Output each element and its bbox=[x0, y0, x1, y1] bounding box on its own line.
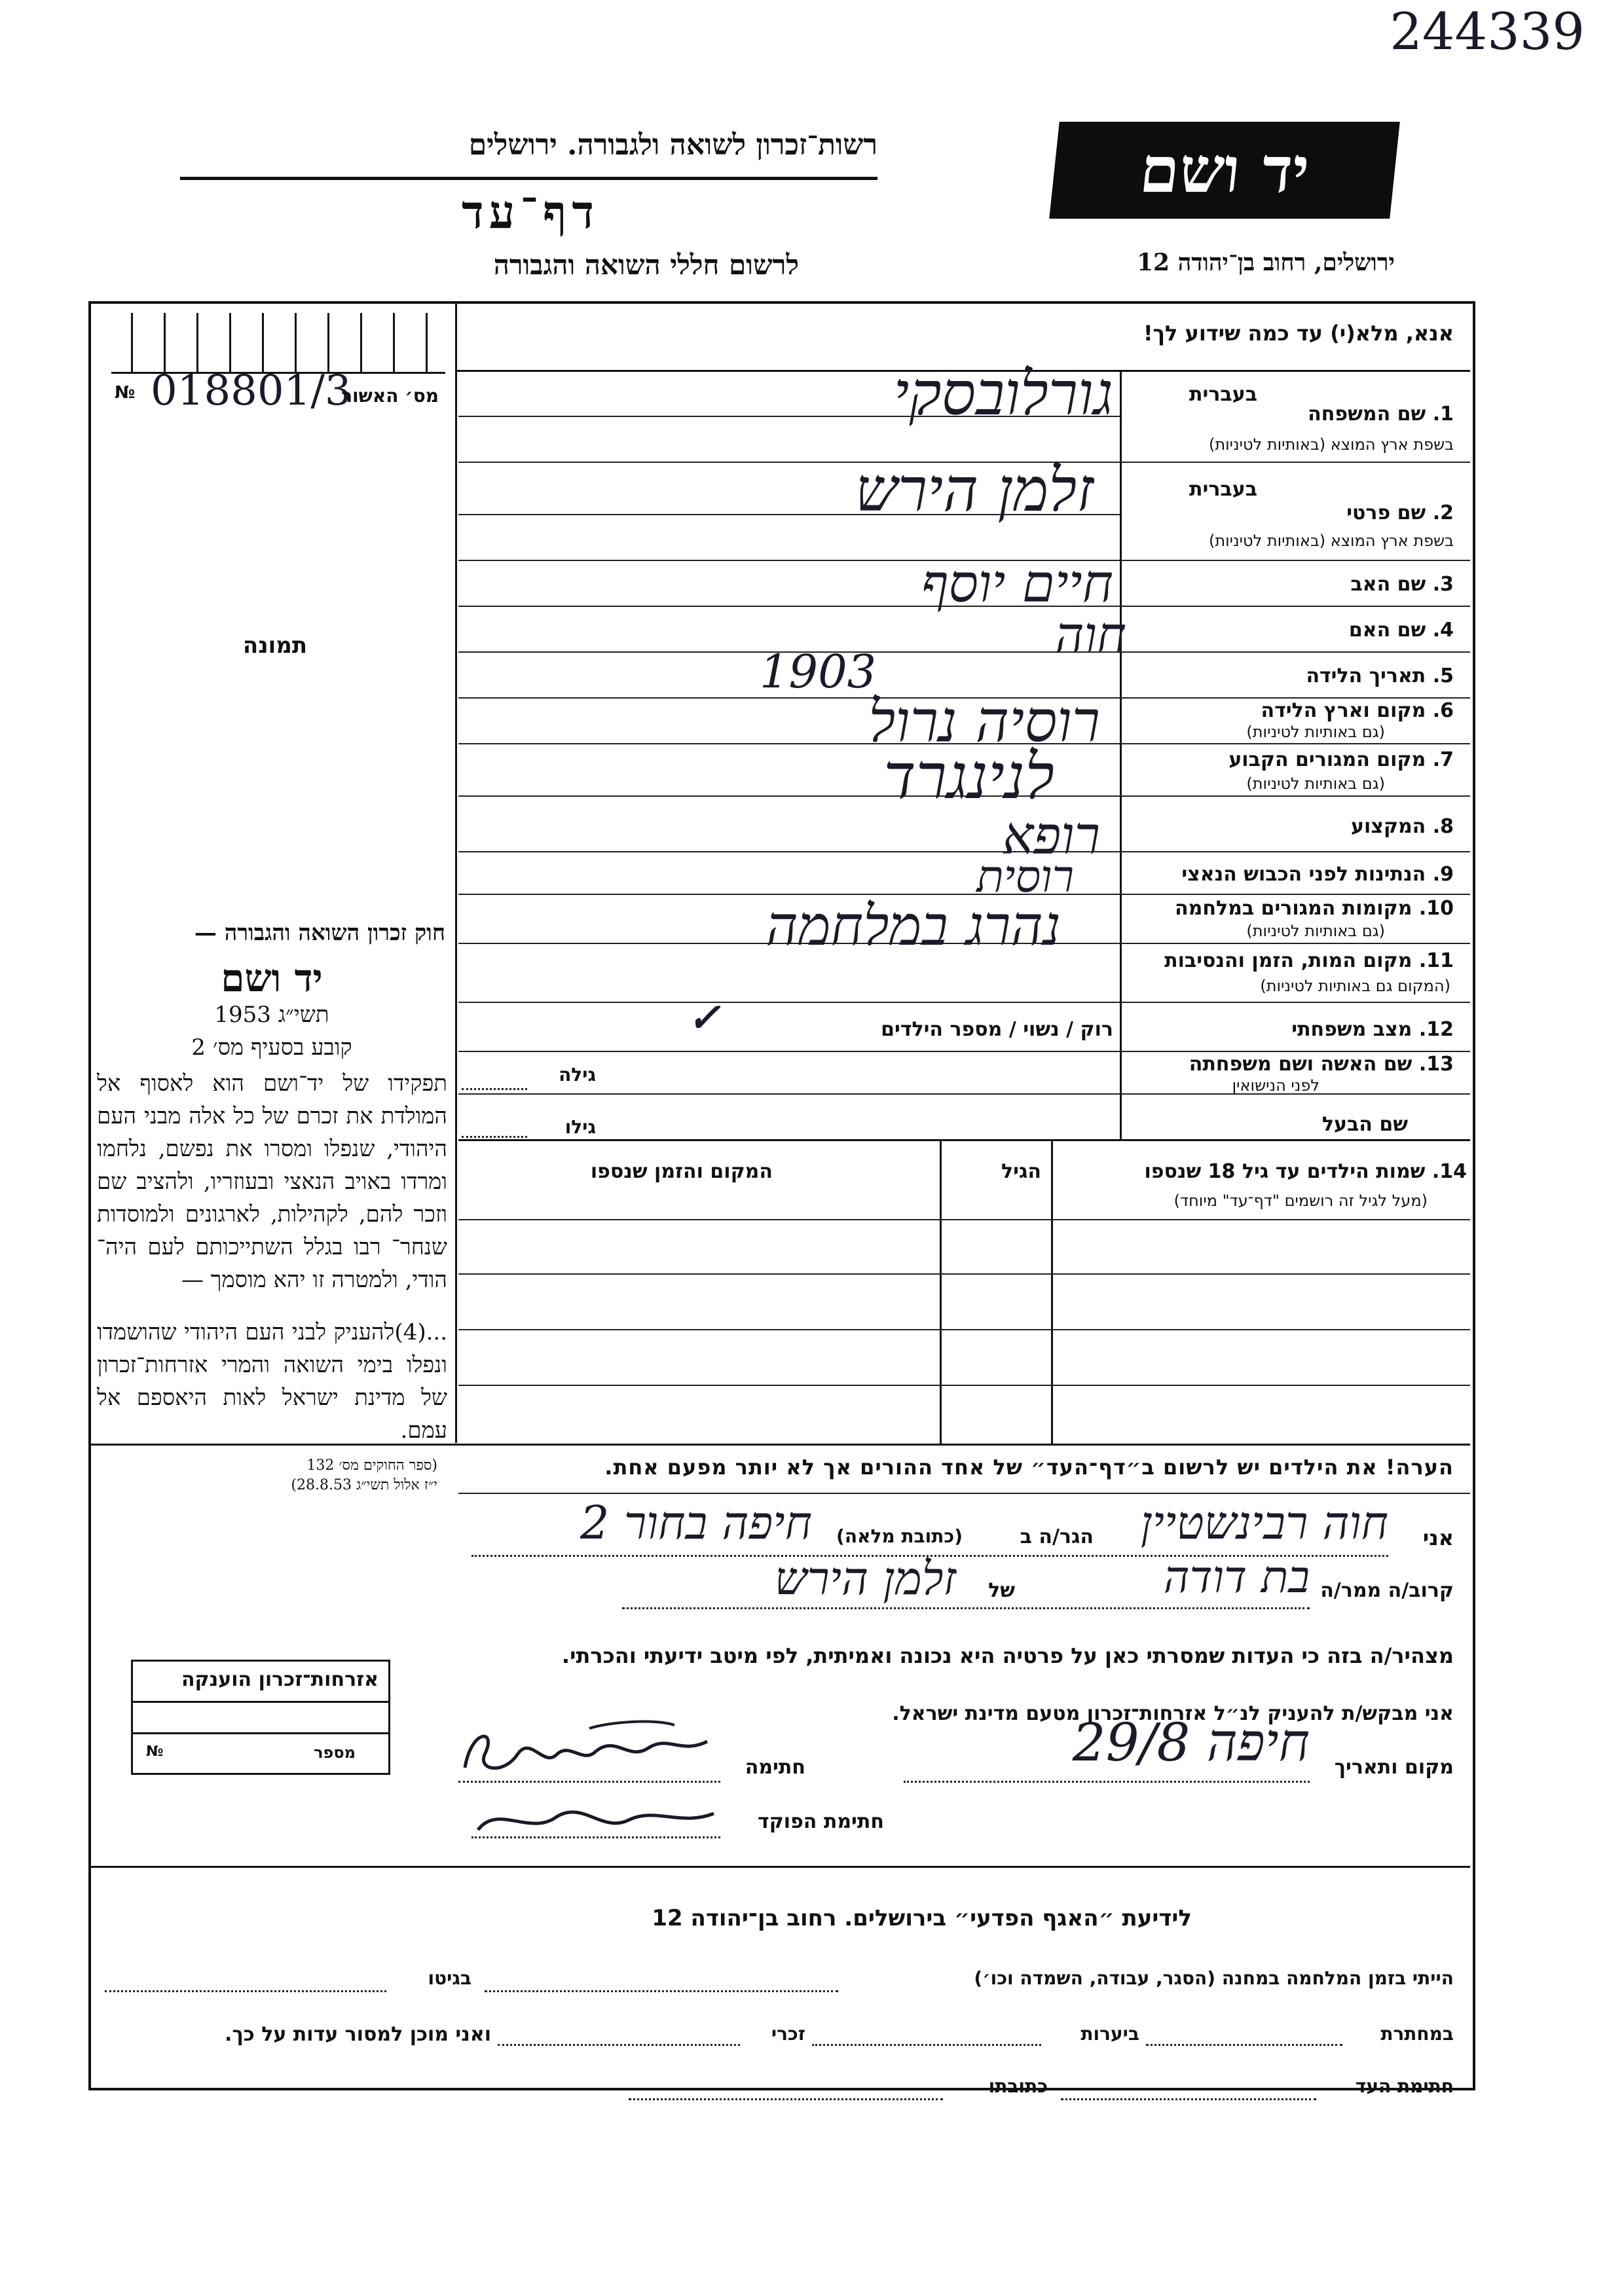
father-label: 3. שם האב bbox=[1350, 573, 1454, 596]
father-value: חיים יוסף bbox=[921, 553, 1113, 614]
form-subtitle: לרשום חללי השואה והגבורה bbox=[493, 249, 799, 281]
ghetto-label: בגיטו bbox=[428, 1967, 471, 1989]
nationality-value: רוסית bbox=[976, 851, 1074, 903]
law-text-2: ...(4)להעניק לבני העם היהודי שהושמדו ונפלו בימי השואה והמרי אזרחות־זכרון של מדינת ישראל לאות היאספם אל עמם. bbox=[97, 1319, 447, 1444]
law-section: קובע בסעיף מס׳ 2 bbox=[191, 1034, 352, 1061]
ready-label: ואני מוכן למסור עדות על כך. bbox=[225, 2023, 491, 2046]
approval-no-sign: № bbox=[115, 383, 136, 403]
birth-place-label: 6. מקום וארץ הלידה bbox=[1261, 699, 1454, 722]
relation-value: בת דודה bbox=[1163, 1552, 1310, 1603]
before-marriage-label: לפני הנישואין bbox=[1232, 1076, 1320, 1095]
note: הערה! את הילדים יש לרשום ב״דף־העד״ של אחד ההורים אך לא יותר מפעם אחת. bbox=[604, 1455, 1454, 1480]
underground-label: במחתרת bbox=[1380, 2023, 1454, 2045]
first-name-label: 2. שם פרטי bbox=[1346, 501, 1454, 524]
marital-label: 12. מצב משפחתי bbox=[1291, 1018, 1454, 1041]
spouse-wife-label: 13. שם האשה ושם משפחתה bbox=[1189, 1053, 1454, 1076]
residence-value: לנינגרד bbox=[883, 740, 1054, 813]
residence-latin-label: (גם באותיות לטיניות) bbox=[1246, 774, 1385, 793]
archive-number: 244339 bbox=[1390, 3, 1585, 62]
citizenship-title: אזרחות־זכרון הוענקה bbox=[181, 1668, 378, 1691]
request-text: אני מבקש/ת להעניק לנ״ל אזרחות־זכרון מטעם מדינת ישראל. bbox=[892, 1702, 1454, 1725]
birth-date-label: 5. תאריך הלידה bbox=[1306, 665, 1454, 687]
death-latin-label: (המקום גם באותיות לטיניות) bbox=[1260, 977, 1450, 995]
marital-options: רוק / נשוי / מספר הילדים bbox=[881, 1018, 1113, 1041]
war-residence-label: 10. מקומות המגורים במלחמה bbox=[1175, 897, 1454, 920]
label-column-divider bbox=[1120, 370, 1122, 1139]
approval-digit-boxes bbox=[111, 313, 445, 374]
declaration-text: מצהיר/ה בזה כי העדות שמסרתי כאן על פרטיה היא נכונה ואמיתית, לפי מיטב ידיעתי והכרתי. bbox=[561, 1643, 1454, 1668]
clerk-signature-label: חתימת הפוקד bbox=[758, 1810, 884, 1833]
death-label: 11. מקום המות, הזמן והנסיבות bbox=[1164, 949, 1454, 972]
forests-label: ביערות bbox=[1080, 2023, 1139, 2045]
first-name-value: זלמן הירש bbox=[855, 455, 1094, 525]
instructions: אנא, מלא(י) עד כמה שידוע לך! bbox=[1143, 321, 1454, 346]
profession-value: רופא bbox=[1002, 805, 1100, 866]
declarant-signature bbox=[458, 1715, 720, 1787]
approval-label: מס׳ האשור bbox=[341, 385, 439, 407]
mother-label: 4. שם האם bbox=[1348, 619, 1454, 642]
nationality-label: 9. הנתינות לפני הכבוש הנאצי bbox=[1181, 863, 1454, 886]
death-value: נהרג במלחמה bbox=[766, 894, 1061, 958]
relative-label: קרוב/ה ממר/ה bbox=[1320, 1579, 1454, 1602]
witness-signature-label: חתימת העד bbox=[1355, 2075, 1454, 2097]
signature-label: חתימה bbox=[745, 1756, 805, 1779]
birth-place-value: רוסיה נרול bbox=[868, 687, 1100, 755]
left-column-divider bbox=[455, 304, 457, 1443]
family-name-origin-label: בשפת ארץ המוצא (באותיות לטיניות) bbox=[1209, 435, 1454, 454]
law-ref-2: י״ז אלול תשי״ג 28.8.53) bbox=[291, 1477, 437, 1493]
relative-name-value: זלמן הירש bbox=[774, 1552, 956, 1605]
family-name-label: 1. שם המשפחה bbox=[1308, 403, 1454, 426]
of-label: של bbox=[988, 1579, 1015, 1602]
remember-label: זכרי bbox=[771, 2023, 805, 2045]
declarant-i-label: אני bbox=[1422, 1525, 1454, 1550]
yad-vashem-logo: יד ושם bbox=[1049, 122, 1400, 219]
husband-age-label: גילו bbox=[564, 1116, 596, 1138]
place-date-value: חיפה 29/8 bbox=[1072, 1712, 1310, 1773]
form-title: דף־עד bbox=[461, 185, 599, 239]
law-ref-1: (ספר החוקים מס׳ 132 bbox=[306, 1457, 437, 1474]
family-name-value: גורלובסקי bbox=[893, 359, 1113, 429]
husband-label: שם הבעל bbox=[1321, 1113, 1408, 1136]
law-text: תפקידו של יד־ושם הוא לאסוף אל המולדת את זכרם של כל אלה מבני העם היהודי, שנפלו ומסרו את נפשם, נלחמו ומרדו באויב הנאצי ובעוזריו, ולהציב שם וזכר להם, לקהילות, לארגונים ולמוסדות שנחר־ רבו בגלל השתייכותם לעם היה־ הודי, ולמטרה זו יהא מוסמך — bbox=[97, 1070, 447, 1293]
family-name-hebrew-label: בעברית bbox=[1189, 383, 1257, 406]
approval-number: 018801/3 bbox=[151, 367, 352, 415]
first-name-origin-label: בשפת ארץ המוצא (באותיות לטיניות) bbox=[1209, 532, 1454, 550]
age-column-header: הגיל bbox=[1001, 1160, 1041, 1183]
profession-label: 8. המקצוע bbox=[1351, 815, 1454, 838]
law-org: יד ושם bbox=[221, 956, 323, 1000]
address-header: ירושלים, רחוב בן־יהודה 12 bbox=[1136, 249, 1395, 276]
law-year: תשי״ג 1953 bbox=[214, 1002, 329, 1028]
declarant-address: חיפה בחור 2 bbox=[580, 1496, 812, 1550]
mother-value: חוה bbox=[1055, 606, 1126, 664]
authority-underline bbox=[180, 177, 877, 180]
law-title: חוק זכרון השואה והגבורה — bbox=[194, 920, 445, 946]
war-residence-latin-label: (גם באותיות לטיניות) bbox=[1246, 922, 1385, 940]
residence-label: 7. מקום המגורים הקבוע bbox=[1228, 748, 1454, 771]
birth-date-value: 1903 bbox=[760, 645, 877, 699]
authority-title: רשות־זכרון לשואה ולגבורה. ירושלים bbox=[468, 128, 877, 162]
bottom-title: לידיעת ״האגף הפדעי״ בירושלים. רחוב בן־יהודה 12 bbox=[652, 1905, 1192, 1931]
children-label: 14. שמות הילדים עד גיל 18 שנספו bbox=[1144, 1160, 1467, 1183]
photo-label: תמונה bbox=[242, 632, 308, 659]
birth-place-latin-label: (גם באותיות לטיניות) bbox=[1246, 723, 1385, 741]
witness-address-label: כתובתו bbox=[988, 2075, 1048, 2097]
place-date-label: מקום ותאריך bbox=[1334, 1756, 1454, 1779]
first-name-hebrew-label: בעברית bbox=[1189, 478, 1257, 501]
resides-label: הגר/ה ב bbox=[1020, 1525, 1094, 1548]
declarant-name: חוה רבינשטיין bbox=[1140, 1496, 1388, 1550]
bottom-line1: הייתי בזמן המלחמה במחנה (הסגר, עבודה, השמדה וכו׳) bbox=[974, 1967, 1454, 1989]
place-time-column-header: המקום והזמן שנספו bbox=[590, 1160, 773, 1183]
marital-mark: ✓ bbox=[688, 995, 721, 1041]
wife-age-label: גילה bbox=[559, 1064, 596, 1085]
citizenship-box: אזרחות־זכרון הוענקה מספר № bbox=[131, 1660, 390, 1775]
children-note: (מעל לגיל זה רושמים "דף־עד" מיוחד) bbox=[1173, 1192, 1428, 1210]
full-address-label: (כתובת מלאה) bbox=[836, 1525, 963, 1547]
citizenship-number-label: מספר bbox=[314, 1743, 356, 1762]
